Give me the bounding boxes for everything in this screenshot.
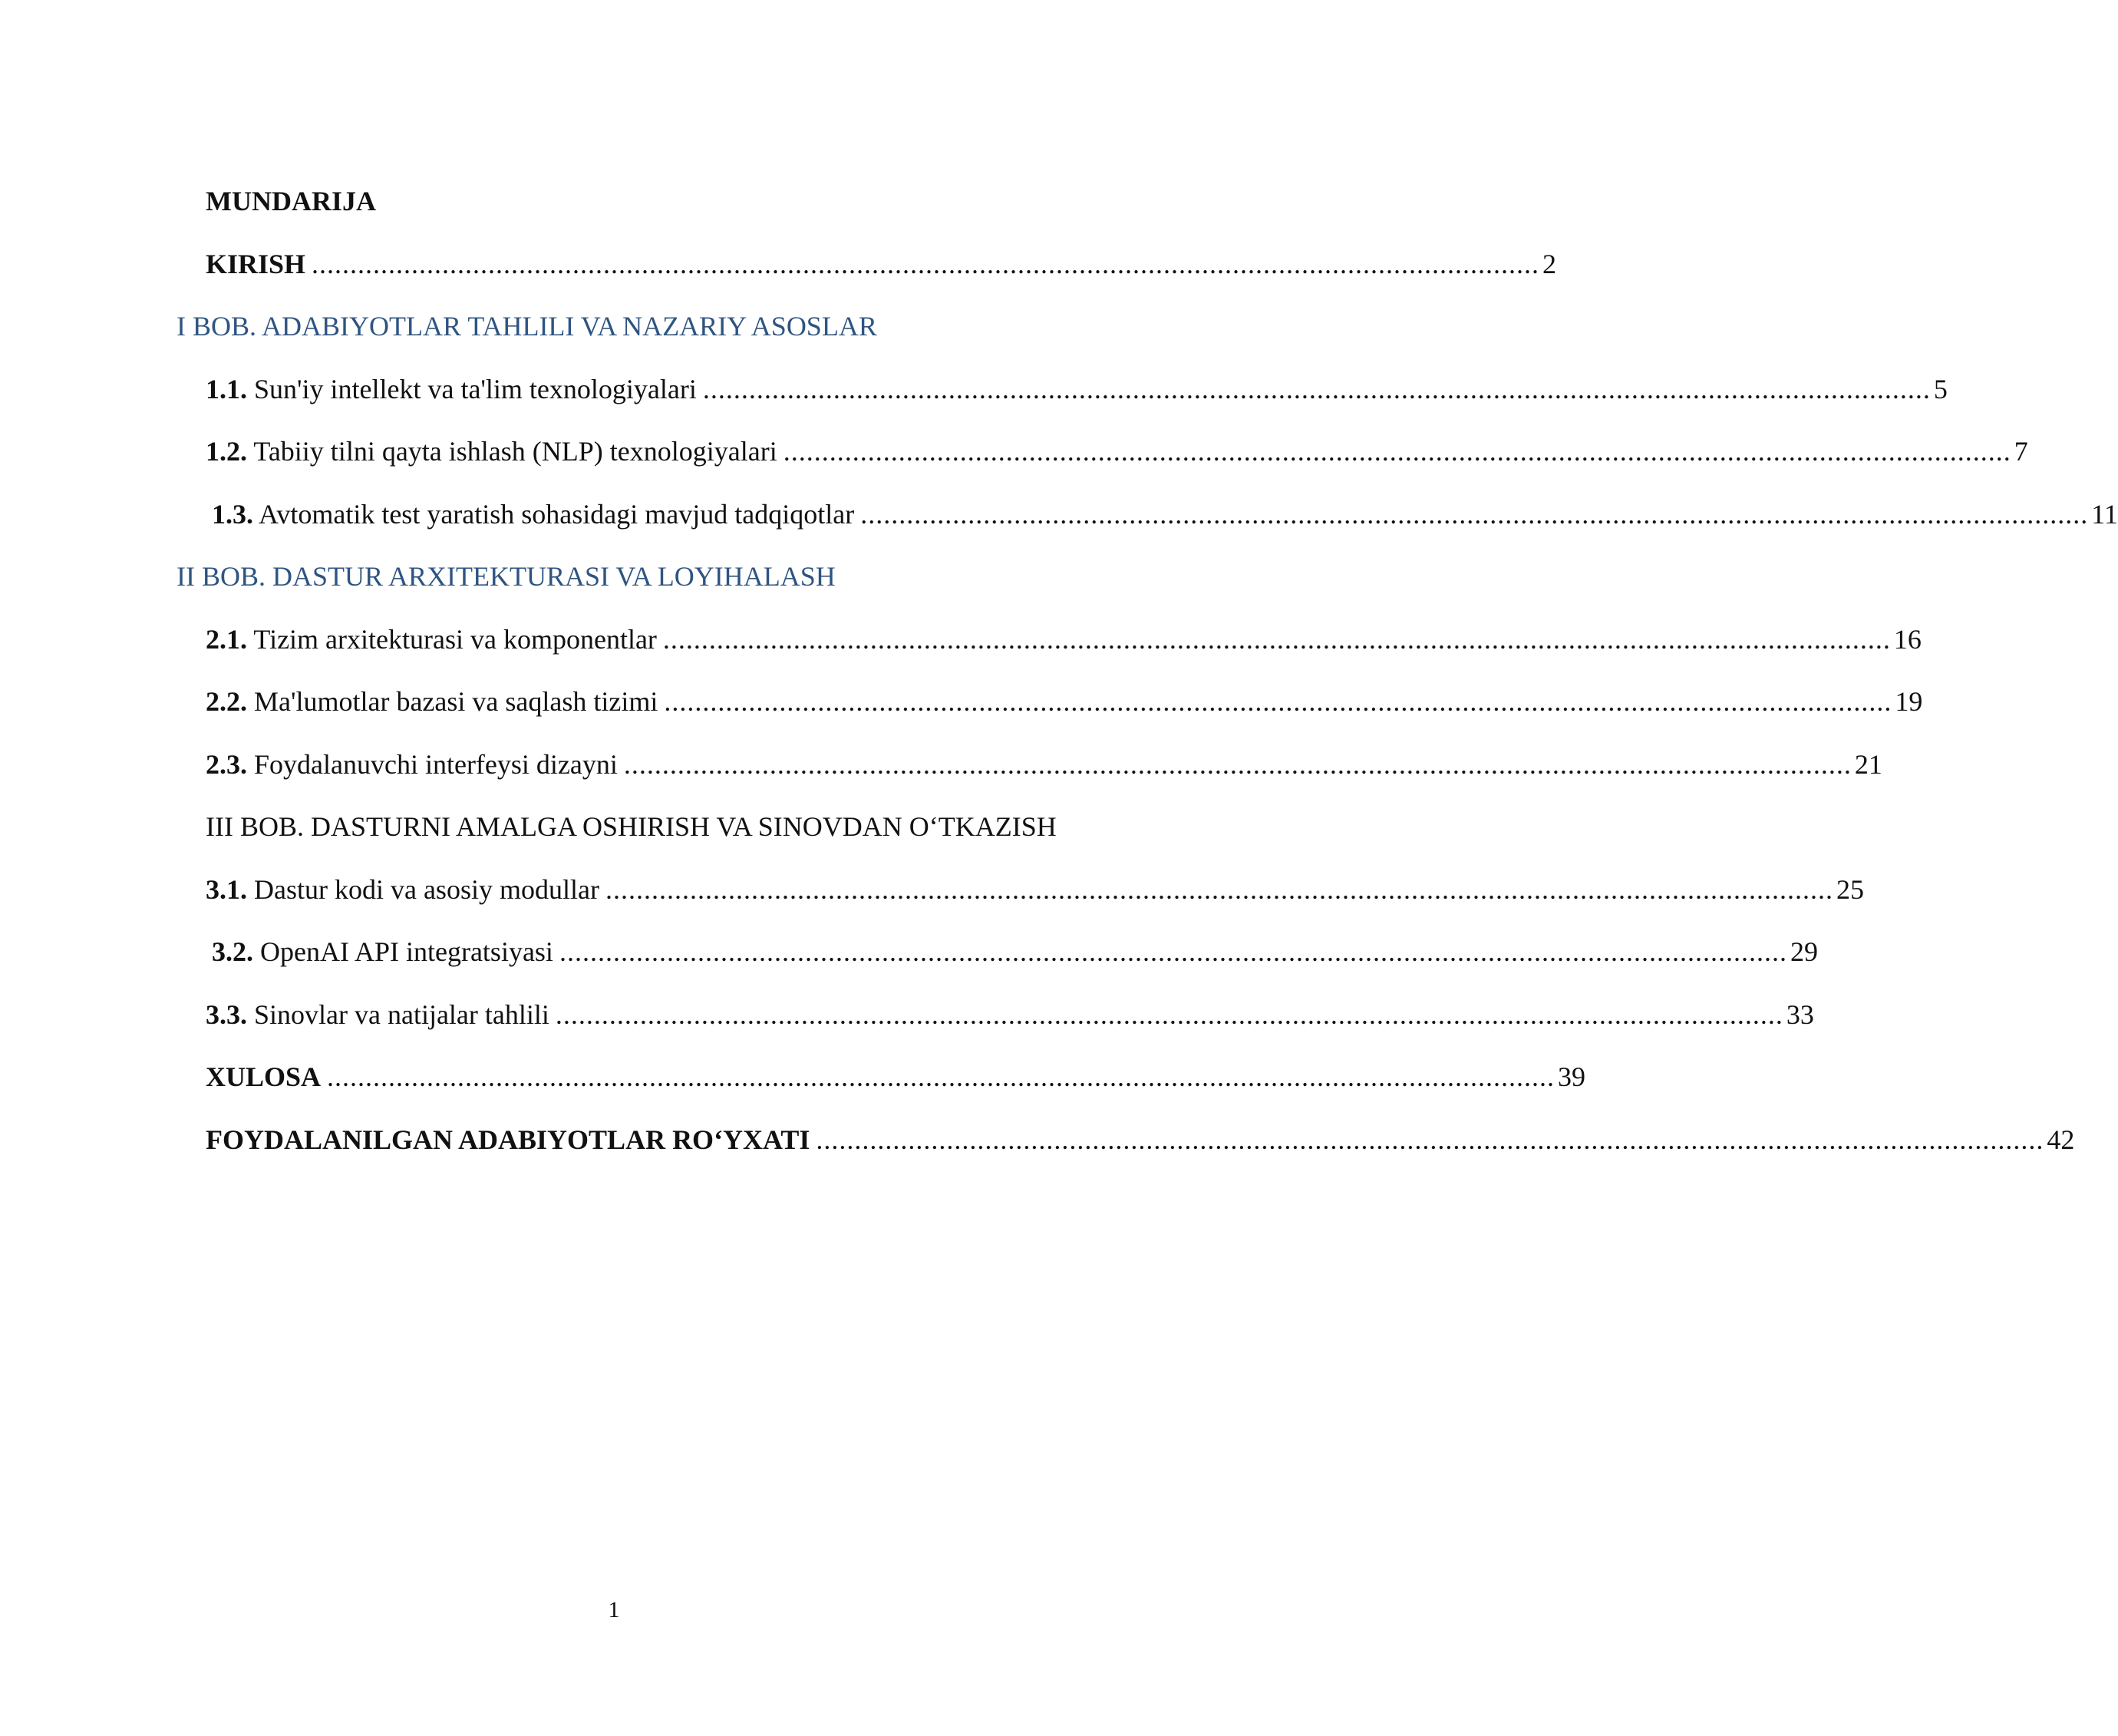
toc-entry-3-1[interactable] — [206, 873, 1864, 906]
section-number: 3.3. — [206, 999, 247, 1030]
toc-entry-conclusion[interactable] — [206, 1060, 1586, 1094]
section-number: 2.1. — [206, 624, 247, 655]
toc-page-number: 42 — [2047, 1124, 2075, 1155]
toc-page-number: 5 — [1933, 374, 1948, 404]
toc-entry-3-3[interactable] — [206, 998, 1814, 1031]
toc-page-number: 25 — [1836, 874, 1864, 905]
toc-leader-dots: ................................................................................................................................................................ — [816, 1124, 2044, 1155]
section-number: 2.2. — [206, 686, 247, 717]
toc-leader-dots: ................................................................................................................................................................ — [662, 624, 1891, 655]
toc-entry-1-2[interactable] — [206, 434, 2028, 468]
toc-entry-2-1[interactable] — [206, 622, 1922, 656]
toc-page-number: 7 — [2014, 436, 2028, 467]
section-number: 1.1. — [206, 374, 247, 404]
toc-entry-label: Tabiiy tilni qayta ishlash (NLP) texnologiyalari — [247, 436, 777, 467]
toc-leader-dots: ................................................................................................................................................................ — [312, 249, 1540, 279]
toc-entry-label: Foydalanuvchi interfeysi dizayni — [247, 749, 618, 780]
toc-leader-dots: ................................................................................................................................................................ — [623, 749, 1852, 780]
toc-page-number: 33 — [1786, 999, 1814, 1030]
toc-entry-label: Ma'lumotlar bazasi va saqlash tizimi — [247, 686, 658, 717]
toc-entry-3-2[interactable] — [212, 935, 1818, 969]
toc-entry-label: OpenAI API integratsiyasi — [253, 936, 553, 967]
toc-page-number: 19 — [1895, 686, 1923, 717]
toc-entry-label: KIRISH — [206, 249, 306, 279]
toc-entry-label: Sun'iy intellekt va ta'lim texnologiyalari — [247, 374, 697, 404]
toc-leader-dots: ................................................................................................................................................................ — [559, 936, 1787, 967]
toc-page-number: 29 — [1790, 936, 1818, 967]
chapter-3-heading[interactable]: III BOB. DASTURNI AMALGA OSHIRISH VA SINOVDAN O‘TKAZISH — [206, 811, 1057, 842]
toc-page-number: 11 — [2091, 499, 2118, 530]
section-number: 1.2. — [206, 436, 247, 467]
toc-leader-dots: ................................................................................................................................................................ — [783, 436, 2011, 467]
toc-entry-intro[interactable] — [206, 247, 1557, 281]
toc-entry-1-3[interactable] — [212, 497, 2118, 531]
toc-entry-label: Sinovlar va natijalar tahlili — [247, 999, 549, 1030]
toc-entry-label: Tizim arxitekturasi va komponentlar — [247, 624, 657, 655]
toc-leader-dots: ................................................................................................................................................................ — [860, 499, 2089, 530]
toc-entry-label: Dastur kodi va asosiy modullar — [247, 874, 599, 905]
toc-page-number: 21 — [1854, 749, 1882, 780]
toc-entry-1-1[interactable] — [206, 372, 1948, 406]
toc-page-number: 2 — [1542, 249, 1557, 279]
toc-entry-label: Avtomatik test yaratish sohasidagi mavjud tadqiqotlar — [253, 499, 855, 530]
toc-leader-dots: ................................................................................................................................................................ — [555, 999, 1783, 1030]
toc-entry-label: FOYDALANILGAN ADABIYOTLAR RO‘YXATI — [206, 1124, 810, 1155]
chapter-2-heading[interactable]: II BOB. DASTUR ARXITEKTURASI VA LOYIHALASH — [176, 561, 836, 592]
chapter-1-heading[interactable]: I BOB. ADABIYOTLAR TAHLILI VA NAZARIY ASOSLAR — [176, 311, 877, 342]
toc-title: MUNDARIJA — [206, 186, 376, 216]
toc-leader-dots: ................................................................................................................................................................ — [702, 374, 1931, 404]
toc-page-number: 39 — [1558, 1061, 1586, 1092]
toc-leader-dots: ................................................................................................................................................................ — [327, 1061, 1556, 1092]
toc-leader-dots: ................................................................................................................................................................ — [664, 686, 1892, 717]
toc-entry-2-3[interactable] — [206, 748, 1882, 781]
page-number-footer: 1 — [608, 1597, 620, 1622]
section-number: 2.3. — [206, 749, 247, 780]
section-number: 1.3. — [212, 499, 253, 530]
toc-leader-dots: ................................................................................................................................................................ — [605, 874, 1833, 905]
toc-page-number: 16 — [1893, 624, 1922, 655]
toc-entry-label: XULOSA — [206, 1061, 322, 1092]
section-number: 3.2. — [212, 936, 253, 967]
toc-entry-references[interactable] — [206, 1123, 2075, 1157]
section-number: 3.1. — [206, 874, 247, 905]
toc-entry-2-2[interactable] — [206, 685, 1923, 718]
